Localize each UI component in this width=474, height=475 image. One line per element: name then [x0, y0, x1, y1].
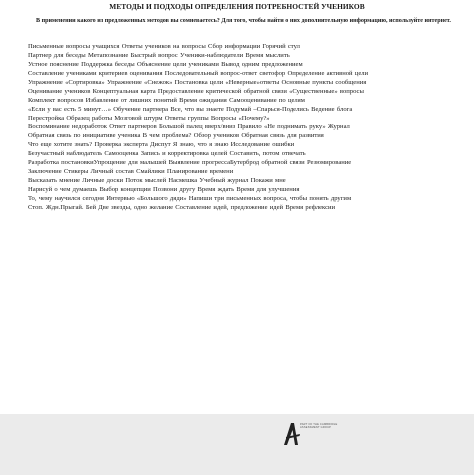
methods-line: Составление учениками критериев оценивания Последовательный вопрос-ответ светофор Определение активной цели [28, 69, 369, 77]
methods-line: Высказать мнение Личные доски Поток мыслей Насмешка Учебный журнал Покажи мне [28, 177, 286, 185]
methods-line: «Если у вас есть 5 минут…» Обучение партнера Все, что вы знаете Подумай –Спарься-Поделись Ведение блога [28, 105, 353, 113]
methods-line: Безучастный наблюдатель Самооценка Запись и корректировка целей Составить, потом отвечать [28, 150, 306, 158]
page-title: МЕТОДЫ И ПОДХОДЫ ОПРЕДЕЛЕНИЯ ПОТРЕБНОСТЕЙ УЧЕНИКОВ [109, 2, 365, 11]
methods-list [28, 43, 468, 213]
methods-line: Письменные вопросы учащихся Ответы учеников на вопросы Сбор информации Горячий стул [28, 43, 300, 50]
methods-line: Что еще хотите знать? Проверка эксперта Диспут Я знаю, что я знаю Исследование ошибки [28, 141, 295, 149]
methods-line: Комплект вопросов Избавление от лишних понятий Время ожидания Самооценивание по целям [28, 96, 305, 104]
logo-caption: PART OF THE CAMBRIDGE ASSESSMENT GROUP [300, 423, 338, 430]
footer-band [0, 414, 474, 475]
methods-line: Стоп. Ждн.Прыгай. Бей Две звезды, одно желание Составление идей, предложение идей Время рефлексии [28, 203, 336, 211]
question-paragraph: В применении какого из предложенных методов вы сомневаетесь? Для того, чтобы найти о них дополнительную информацию, используйте интернет. [36, 18, 451, 24]
methods-line: Перестройка Образец работы Мозговой штурм Ответы группы Вопросы «Почему?» [28, 114, 270, 122]
methods-line: Разработка постановкиУпрощение для малышей Выявление прогрессаБутерброд обратной связи Резюмирование [28, 159, 352, 167]
methods-line: Нарисуй о чем думаешь Выбор концепции Позвони другу Время ждать Время для улучшения [28, 186, 300, 193]
methods-line: Устное пояснение Поддержка беседы Объяснение цели учениками Вывод одним предложением [28, 60, 303, 68]
methods-line: Обратная связь по инициативе ученика В чем проблема? Обзор учеников Обратная связь для развития [28, 132, 324, 140]
methods-line: Партнер для беседы Метапознание Быстрый вопрос Ученики-наблюдатели Время мыслить [28, 51, 290, 59]
methods-line: Заключение Стикеры Личный состав Смайлики Планирование времени [28, 168, 234, 176]
methods-line: Упражнение «Сортировка» Упражнение «Снежок» Постановка цели «Неверные»ответы Основные пункты сообщения [28, 78, 367, 86]
methods-line: Оценивание учеников Концептуальная карта Предоставление критической обратной связи «Существенные» вопросы [28, 87, 364, 95]
methods-line: Воспоминание недоработок Ответ партнеров Большой палец вверх/вниз Правило «Не поднимать руку» Журнал [28, 123, 350, 131]
methods-line: То, чему научился сегодня Интервью «Большого дяди» Напиши три письменных вопроса, чтобы понять другим [28, 194, 352, 202]
